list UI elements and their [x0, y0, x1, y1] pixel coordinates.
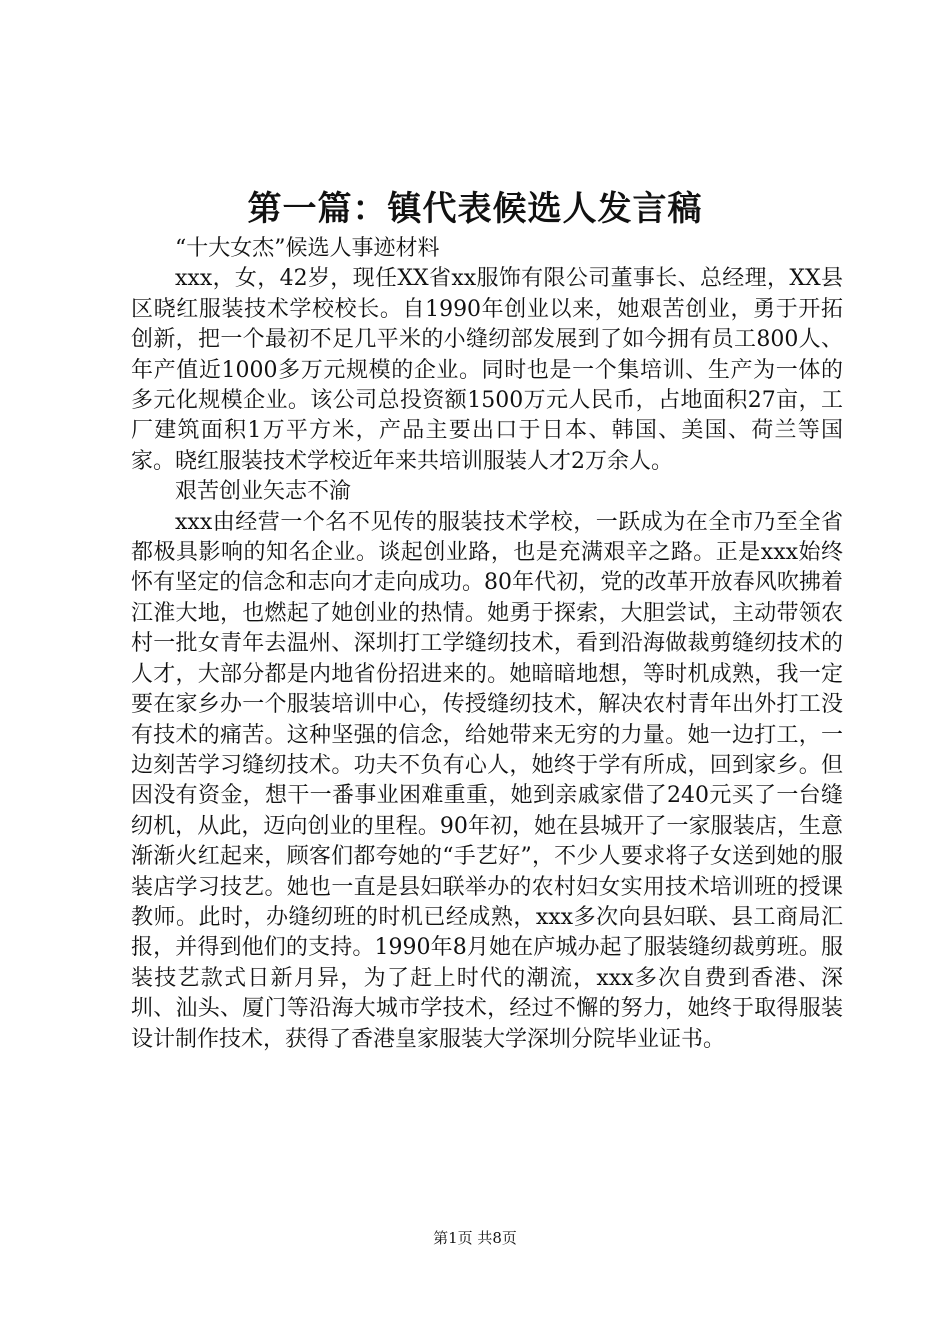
paragraph-story: xxx由经营一个名不见传的服装技术学校，一跃成为在全市乃至全省都极具影响的知名企业。谈起创业路，也是充满艰辛之路。正是xxx始终怀有坚定的信念和志向才走向成功。80年代初，党的改革开放春风吹拂着江淮大地，也燃起了她创业的热情。她勇于探索，大胆尝试，主动带领农村一批女青年去温州、深圳打工学缝纫技术，看到沿海做裁剪缝纫技术的人才，大部分都是内地省份招进来的。她暗暗地想，等时机成熟，我一定要在家乡办一个服装培训中心，传授缝纫技术，解决农村青年出外打工没有技术的痛苦。这种坚强的信念，给她带来无穷的力量。她一边打工，一边刻苦学习缝纫技术。功夫不负有心人，她终于学有所成，回到家乡。但因没有资金，想干一番事业困难重重，她到亲戚家借了240元买了一台缝纫机，从此，迈向创业的里程。90年初，她在县城开了一家服装店，生意渐渐火红起来，顾客们都夸她的“手艺好”，不少人要求将子女送到她的服装店学习技艺。她也一直是县妇联举办的农村妇女实用技术培训班的授课教师。此时，办缝纫班的时机已经成熟，xxx多次向县妇联、县工商局汇报，并得到他们的支持。1990年8月她在庐城办起了服装缝纫裁剪班。服装技艺款式日新月异，为了赶上时代的潮流，xxx多次自费到香港、深圳、汕头、厦门等沿海大城市学技术，经过不懈的努力，她终于取得服装设计制作技术，获得了香港皇家服装大学深圳分院毕业证书。 — [131, 509, 843, 1052]
page-number-footer: 第1页 共8页 — [433, 1229, 517, 1247]
subheading-candidate-materials: “十大女杰”候选人事迹材料 — [175, 236, 440, 261]
paragraph-profile: xxx，女，42岁，现任XX省xx服饰有限公司董事长、总经理，XX县区晓红服装技术学校校长。自1990年创业以来，她艰苦创业，勇于开拓创新，把一个最初不足几平米的小缝纫部发展到了如今拥有员工800人、年产值近1000多万元规模的企业。同时也是一个集培训、生产为一体的多元化规模企业。该公司总投资额1500万元人民币，占地面积27亩，工厂建筑面积1万平方米，产品主要出口于日本、韩国、美国、荷兰等国家。晓红服装技术学校近年来共培训服装人才2万余人。 — [131, 266, 843, 474]
document-title: 第一篇：镇代表候选人发言稿 — [247, 189, 703, 229]
subheading-entrepreneurship: 艰苦创业矢志不渝 — [175, 479, 352, 505]
document-body — [131, 234, 843, 1055]
